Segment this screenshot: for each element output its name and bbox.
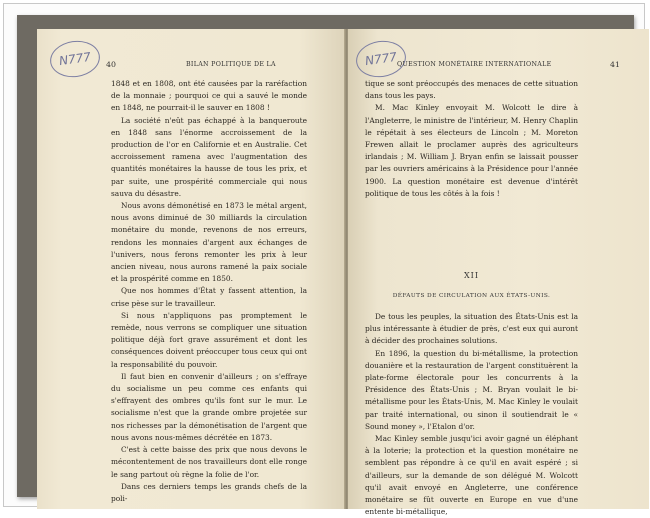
paragraph: Que nos hommes d'État y fassent attention, la crise pèse sur le travailleur. [111,286,307,308]
running-header: BILAN POLITIQUE DE LA [186,61,276,68]
paragraph: De tous les peuples, la situation des États-Unis est la plus intéressante à étudier de près, c'est eux qui auront à décider des prochaines solutions. [365,312,578,346]
paragraph: Dans ces derniers temps les grands chefs de la poli- [111,481,307,503]
right-page [348,29,649,517]
paragraph: Mac Kinley semble jusqu'ici avoir gagné un éléphant à la loterie; la protection et la question monétaire ne semblent pas répondre à ce qu'il en avait espéré ; si d'ailleurs, sur la demande de son délégué M. Wolcott qu'il avait envoyé en Angleterre, une conférence monétaire se fût ouverte en Europe en vue d'une entente bi-métallique, [365,434,578,517]
page-number: 41 [610,60,620,69]
paragraph: M. Mac Kinley envoyait M. Wolcott le dire à l'Angleterre, le ministre de l'intérieur, M. Henry Chaplin le répétait à ses électeurs de Lincoln ; M. Moreton Frewen allait le proclamer auprès des agriculteurs irlandais ; M. William J. Bryan enfin se laissait pousser par les ouvriers américains à la Présidence pour l'année 1900. La question monétaire est devenue d'intérêt politique de tous les côtés à la fois ! [365,103,578,198]
paragraph: tique se sont préoccupés des menaces de cette situation dans tous les pays. [365,79,578,101]
inventory-stamp: N777 [354,38,409,81]
paragraph: En 1896, la question du bi-métallisme, la protection douanière et la restauration de l'argent constituèrent la plate-forme électorale pour les concurrents à la Présidence des États-Unis ; M. Bryan voulait le bi-métallisme pour les États-Unis, M. Mac Kinley le voulait par traité international, ou sinon il soutiendrait le « Sound money », l'Etalon d'or. [365,348,578,431]
open-book [17,15,634,517]
paragraph: 1848 et en 1808, ont été causées par la raréfaction de la monnaie ; pourquoi ce qui a sauvé le monde en 1848, ne pourrait-il le sauver en 1808 ! [111,79,307,113]
left-page [37,29,345,509]
page-number: 40 [106,60,116,69]
paragraph: Nous avons démonétisé en 1873 le métal argent, nous avons diminué de 30 milliards la circulation monétaire du monde, revenons de nos erreurs, rendons les monnaies d'argent aux échanges de l'univers, nous ferons remonter les prix à leur ancien niveau, nous aurons ramené la paix sociale et la prospérité comme en 1850. [111,201,307,284]
inventory-stamp: N777 [48,38,103,81]
paragraph: La société n'eût pas échappé à la banqueroute en 1848 sans l'énorme accroissement de la production de l'or en Californie et en Australie. Cet accroissement ramena avec l'augmentation des quantités monétaires la hausse de tous les prix, et par suite, une prospérité commerciale qui nous sauva du désastre. [111,115,307,198]
chapter-number: XII [463,271,479,280]
paragraph: Il faut bien en convenir d'ailleurs ; on s'effraye du socialisme un peu comme ces enfants qui s'effrayent des ombres qu'ils font sur le mur. Le socialisme n'est que la grande ombre projetée sur nos richesses par la démonétisation de l'argent que nous avons nous-mêmes décrétée en 1873. [111,371,307,442]
running-header: QUESTION MONÉTAIRE INTERNATIONALE [397,61,552,68]
body-text-top [365,78,578,200]
chapter-title: DÉFAUTS DE CIRCULATION AUX ÉTATS-UNIS. [392,293,551,299]
paragraph: C'est à cette baisse des prix que nous devons le mécontentement de nos travailleurs dont elle ronge le sang partout où règne la folie de l'or. [111,445,307,479]
body-text [111,78,307,505]
body-text-bottom [365,311,578,518]
paragraph: Si nous n'appliquons pas promptement le remède, nous verrons se compliquer une situation politique déjà fort grave assurément et dont les conséquences doivent préoccuper tous ceux qui ont la responsabilité du pouvoir. [111,310,307,369]
